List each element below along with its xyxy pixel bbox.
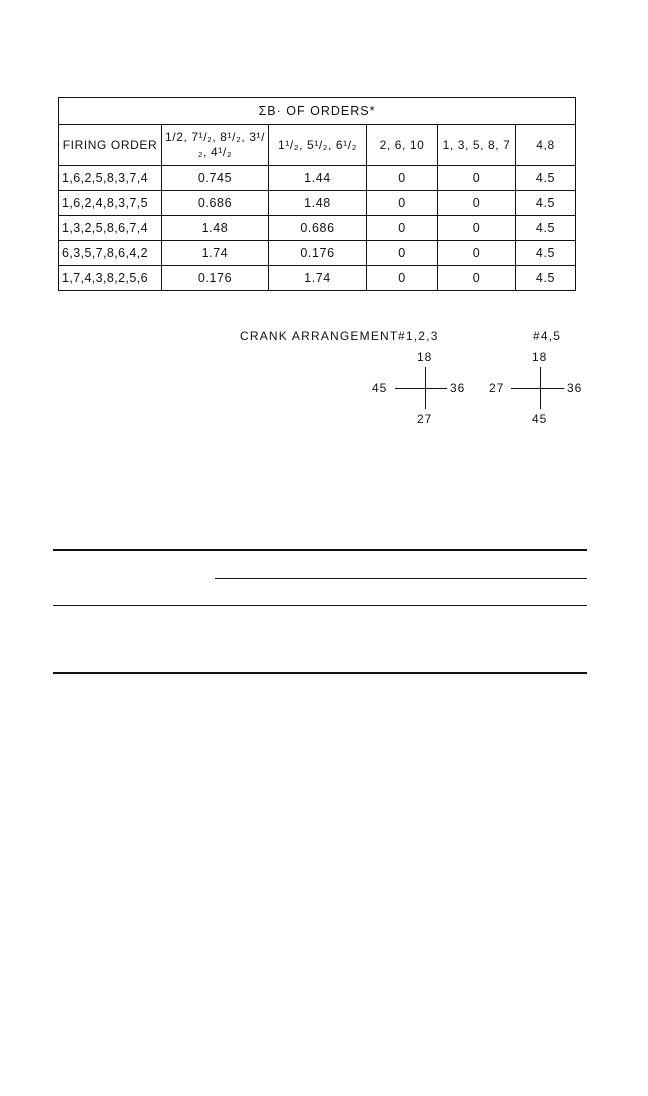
crank1-right: 36 xyxy=(450,381,466,395)
value-cell: 0 xyxy=(438,216,516,241)
value-cell: 0.745 xyxy=(162,166,269,191)
table-row xyxy=(59,266,576,291)
value-cell: 0.176 xyxy=(269,241,367,266)
header-order-4: 1, 3, 5, 8, 7 xyxy=(438,125,516,166)
value-cell: 4.5 xyxy=(516,191,576,216)
table-bottom-rule xyxy=(53,672,587,674)
value-cell: 0 xyxy=(367,166,438,191)
value-cell: 1.74 xyxy=(269,266,367,291)
crank1-bottom: 27 xyxy=(417,412,433,426)
header-order-1: 1/2, 7¹/₂, 8¹/₂, 3¹/₂, 4¹/₂ xyxy=(162,125,269,166)
table-row xyxy=(59,191,576,216)
value-cell: 4.5 xyxy=(516,241,576,266)
crank2-horizontal-line xyxy=(511,388,564,389)
value-cell: 1.74 xyxy=(162,241,269,266)
firing-order-cell: 1,3,2,5,8,6,7,4 xyxy=(59,216,162,241)
value-cell: 0 xyxy=(438,241,516,266)
table-row xyxy=(59,241,576,266)
value-cell: 0.686 xyxy=(162,191,269,216)
table-header-rule xyxy=(53,605,587,606)
crank2-bottom: 45 xyxy=(532,412,548,426)
firing-order-cell: 1,7,4,3,8,2,5,6 xyxy=(59,266,162,291)
value-cell: 0.686 xyxy=(269,216,367,241)
crank1-top: 18 xyxy=(417,350,433,364)
value-cell: 4.5 xyxy=(516,266,576,291)
crank1-horizontal-line xyxy=(395,388,447,389)
header-order-5: 4,8 xyxy=(516,125,576,166)
value-cell: 0 xyxy=(367,216,438,241)
firing-order-cell: 1,6,2,4,8,3,7,5 xyxy=(59,191,162,216)
firing-order-cell: 1,6,2,5,8,3,7,4 xyxy=(59,166,162,191)
value-cell: 1.48 xyxy=(269,191,367,216)
value-cell: 0 xyxy=(438,266,516,291)
value-cell: 1.44 xyxy=(269,166,367,191)
crank-label-2: #4,5 xyxy=(533,329,562,343)
crank1-left: 45 xyxy=(372,381,388,395)
crank-caption: CRANK ARRANGEMENT xyxy=(240,329,399,343)
orders-table xyxy=(58,97,576,291)
header-order-3: 2, 6, 10 xyxy=(367,125,438,166)
value-cell: 0 xyxy=(438,191,516,216)
crank2-top: 18 xyxy=(532,350,548,364)
header-row xyxy=(59,125,576,166)
value-cell: 4.5 xyxy=(516,166,576,191)
firing-order-cell: 6,3,5,7,8,6,4,2 xyxy=(59,241,162,266)
table-row xyxy=(59,216,576,241)
header-order-2: 1¹/₂, 5¹/₂, 6¹/₂ xyxy=(269,125,367,166)
crank2-left: 27 xyxy=(489,381,505,395)
value-cell: 0 xyxy=(367,266,438,291)
table-top-rule xyxy=(53,549,587,551)
value-cell: 0.176 xyxy=(162,266,269,291)
value-cell: 0 xyxy=(367,191,438,216)
crank-label-1: #1,2,3 xyxy=(398,329,439,343)
table-title: ΣΒ· OF ORDERS* xyxy=(59,98,576,125)
crank2-right: 36 xyxy=(567,381,583,395)
value-cell: 1.48 xyxy=(162,216,269,241)
table-row xyxy=(59,166,576,191)
value-cell: 4.5 xyxy=(516,216,576,241)
table-header-subrule xyxy=(215,578,587,579)
header-firing-order: FIRING ORDER xyxy=(59,125,162,166)
value-cell: 0 xyxy=(438,166,516,191)
value-cell: 0 xyxy=(367,241,438,266)
